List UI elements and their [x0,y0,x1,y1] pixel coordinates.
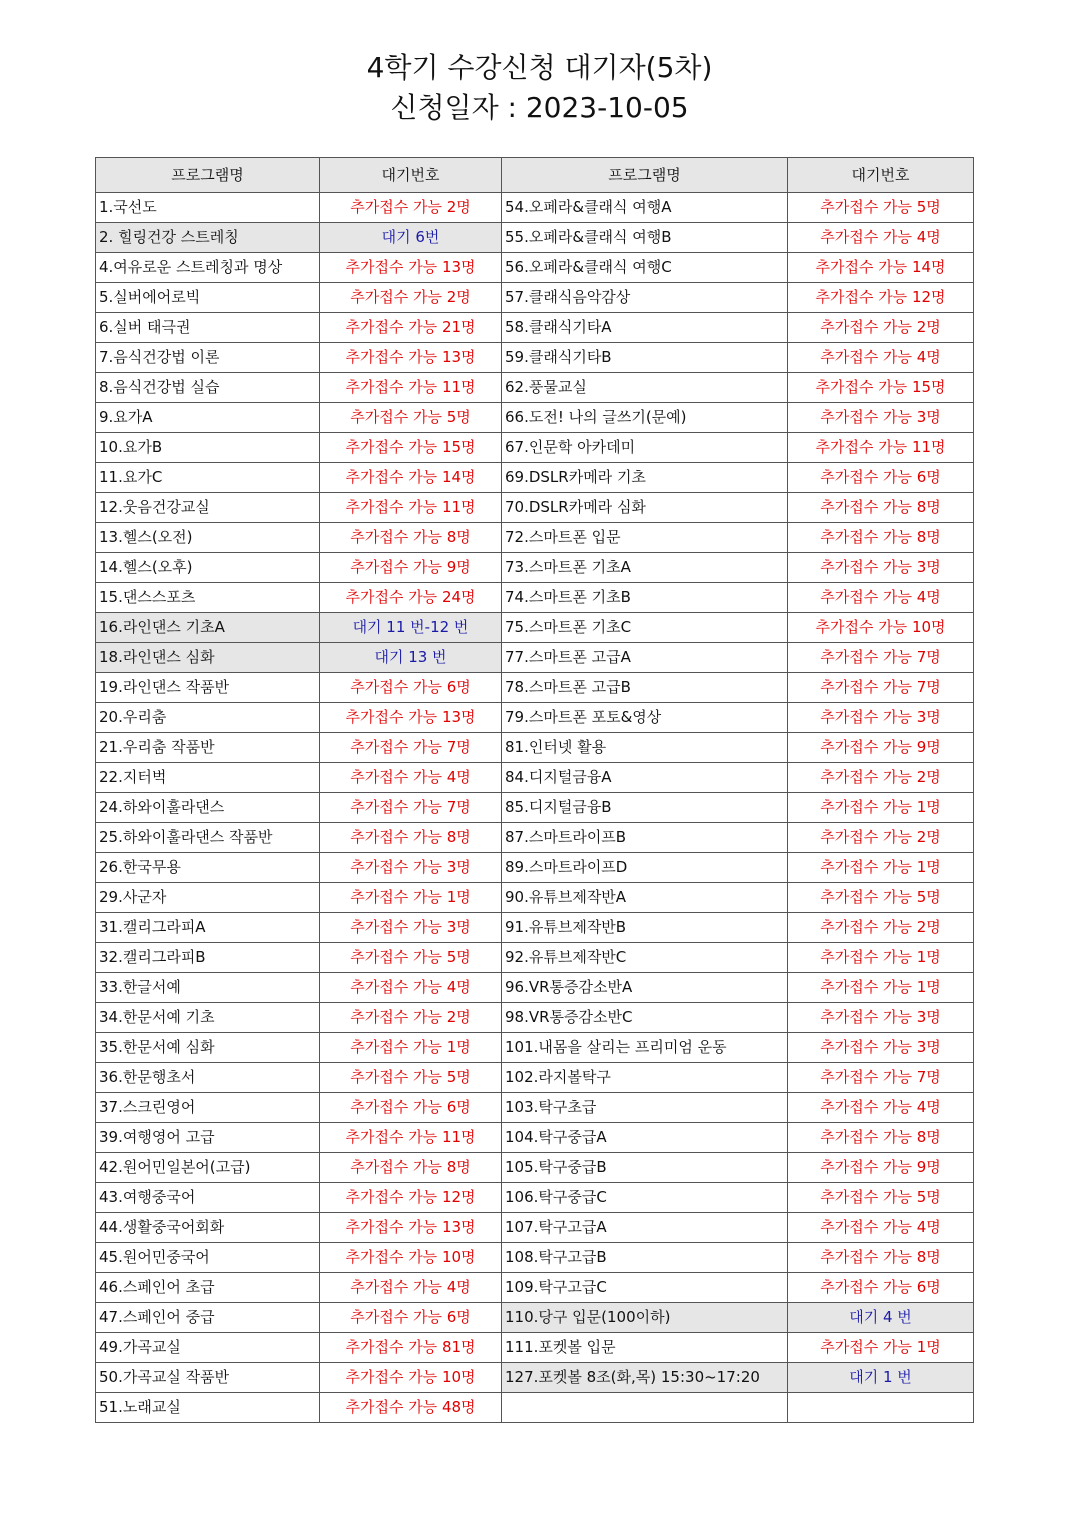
program-name-right: 74.스마트폰 기초B [502,583,788,613]
column-header-wait-right: 대기번호 [788,158,974,193]
table-row [96,853,974,883]
program-name-right: 102.라지볼탁구 [502,1063,788,1093]
program-name-left: 1.국선도 [96,193,320,223]
program-name-right: 87.스마트라이프B [502,823,788,853]
wait-status-left: 추가접수 가능 7명 [320,733,502,763]
program-name-right: 57.클래식음악감상 [502,283,788,313]
wait-status-right: 추가접수 가능 1명 [788,793,974,823]
program-name-left: 4.여유로운 스트레칭과 명상 [96,253,320,283]
program-name-left: 50.가곡교실 작품반 [96,1363,320,1393]
program-name-right: 108.탁구고급B [502,1243,788,1273]
wait-status-right: 추가접수 가능 8명 [788,1123,974,1153]
wait-status-left: 대기 6번 [320,223,502,253]
table-row [96,613,974,643]
program-name-left: 32.캘리그라피B [96,943,320,973]
program-name-right: 70.DSLR카메라 심화 [502,493,788,523]
wait-status-right: 추가접수 가능 6명 [788,463,974,493]
wait-status-right: 추가접수 가능 8명 [788,493,974,523]
program-name-left: 49.가곡교실 [96,1333,320,1363]
program-name-right: 78.스마트폰 고급B [502,673,788,703]
wait-status-left: 추가접수 가능 9명 [320,553,502,583]
program-name-left: 33.한글서예 [96,973,320,1003]
wait-status-left: 추가접수 가능 13명 [320,343,502,373]
program-name-left: 13.헬스(오전) [96,523,320,553]
column-header-wait-left: 대기번호 [320,158,502,193]
wait-status-left: 추가접수 가능 48명 [320,1393,502,1423]
wait-status-left: 추가접수 가능 5명 [320,403,502,433]
program-name-right: 111.포켓볼 입문 [502,1333,788,1363]
table-row [96,1363,974,1393]
table-row [96,283,974,313]
table-row [96,673,974,703]
program-name-left: 45.원어민중국어 [96,1243,320,1273]
wait-status-right: 추가접수 가능 9명 [788,1153,974,1183]
program-name-left: 20.우리춤 [96,703,320,733]
program-name-left: 34.한문서예 기초 [96,1003,320,1033]
table-row [96,373,974,403]
wait-status-right: 추가접수 가능 11명 [788,433,974,463]
page-title: 4학기 수강신청 대기자(5차) [366,51,713,84]
program-name-left: 8.음식건강법 실습 [96,373,320,403]
table-row [96,1393,974,1423]
table-row [96,343,974,373]
program-name-right: 58.클래식기타A [502,313,788,343]
table-row [96,1153,974,1183]
wait-status-right: 대기 4 번 [788,1303,974,1333]
wait-status-left: 추가접수 가능 3명 [320,853,502,883]
wait-status-left: 추가접수 가능 8명 [320,823,502,853]
table-row [96,733,974,763]
table-row [96,193,974,223]
program-name-left: 11.요가C [96,463,320,493]
wait-status-right: 추가접수 가능 7명 [788,643,974,673]
program-name-right: 84.디지털금융A [502,763,788,793]
program-name-right: 55.오페라&클래식 여행B [502,223,788,253]
program-name-left: 35.한문서예 심화 [96,1033,320,1063]
program-name-right: 96.VR통증감소반A [502,973,788,1003]
table-row [96,1243,974,1273]
program-name-right: 62.풍물교실 [502,373,788,403]
program-name-left: 25.하와이훌라댄스 작품반 [96,823,320,853]
program-name-right: 91.유튜브제작반B [502,913,788,943]
program-name-left: 5.실버에어로빅 [96,283,320,313]
program-name-right: 54.오페라&클래식 여행A [502,193,788,223]
table-row [96,553,974,583]
program-name-right: 127.포켓볼 8조(화,목) 15:30~17:20 [502,1363,788,1393]
program-name-right: 56.오페라&클래식 여행C [502,253,788,283]
table-row [96,313,974,343]
program-name-left: 22.지터벅 [96,763,320,793]
program-name-right: 92.유튜브제작반C [502,943,788,973]
program-name-left: 16.라인댄스 기초A [96,613,320,643]
program-name-left: 14.헬스(오후) [96,553,320,583]
program-name-right: 98.VR통증감소반C [502,1003,788,1033]
program-name-left: 37.스크린영어 [96,1093,320,1123]
wait-status-left: 추가접수 가능 4명 [320,973,502,1003]
wait-status-right: 추가접수 가능 2명 [788,823,974,853]
program-name-right: 81.인터넷 활용 [502,733,788,763]
wait-status-left: 추가접수 가능 2명 [320,193,502,223]
wait-status-right: 대기 1 번 [788,1363,974,1393]
program-name-right: 75.스마트폰 기초C [502,613,788,643]
wait-status-right: 추가접수 가능 5명 [788,883,974,913]
program-name-left: 12.웃음건강교실 [96,493,320,523]
wait-status-left: 대기 13 번 [320,643,502,673]
wait-status-left: 추가접수 가능 11명 [320,373,502,403]
program-name-left: 9.요가A [96,403,320,433]
wait-status-left: 추가접수 가능 10명 [320,1243,502,1273]
wait-status-left: 추가접수 가능 5명 [320,1063,502,1093]
table-row [96,943,974,973]
table-row [96,823,974,853]
program-name-left: 18.라인댄스 심화 [96,643,320,673]
program-name-left: 26.한국무용 [96,853,320,883]
wait-status-right: 추가접수 가능 4명 [788,583,974,613]
wait-status-right: 추가접수 가능 12명 [788,283,974,313]
wait-status-left: 추가접수 가능 3명 [320,913,502,943]
program-name-right: 67.인문학 아카데미 [502,433,788,463]
wait-status-left: 추가접수 가능 13명 [320,253,502,283]
program-name-right: 85.디지털금융B [502,793,788,823]
table-row [96,523,974,553]
program-name-left: 46.스페인어 초급 [96,1273,320,1303]
table-row [96,1183,974,1213]
wait-status-left: 추가접수 가능 21명 [320,313,502,343]
table-row [96,1063,974,1093]
table-header-row [96,158,974,193]
program-name-right: 110.당구 입문(100이하) [502,1303,788,1333]
wait-status-left: 추가접수 가능 11명 [320,493,502,523]
program-name-left: 39.여행영어 고급 [96,1123,320,1153]
wait-status-left: 추가접수 가능 13명 [320,703,502,733]
wait-status-right: 추가접수 가능 2명 [788,913,974,943]
program-name-left: 42.원어민일본어(고급) [96,1153,320,1183]
column-header-program-right: 프로그램명 [502,158,788,193]
program-name-left: 44.생활중국어회화 [96,1213,320,1243]
wait-status-left: 추가접수 가능 4명 [320,763,502,793]
table-row [96,763,974,793]
table-row [96,223,974,253]
wait-status-right: 추가접수 가능 6명 [788,1273,974,1303]
program-name-right [502,1393,788,1423]
program-name-left: 31.캘리그라피A [96,913,320,943]
wait-status-right: 추가접수 가능 15명 [788,373,974,403]
wait-status-left: 추가접수 가능 15명 [320,433,502,463]
wait-status-right: 추가접수 가능 8명 [788,523,974,553]
table-row [96,583,974,613]
wait-status-right: 추가접수 가능 1명 [788,1333,974,1363]
table-row [96,253,974,283]
program-name-left: 10.요가B [96,433,320,463]
wait-status-right: 추가접수 가능 4명 [788,223,974,253]
wait-status-right: 추가접수 가능 2명 [788,763,974,793]
program-name-right: 105.탁구중급B [502,1153,788,1183]
program-name-right: 103.탁구초급 [502,1093,788,1123]
application-date: 신청일자 : 2023-10-05 [390,91,689,124]
program-name-right: 106.탁구중급C [502,1183,788,1213]
table-row [96,793,974,823]
program-name-left: 29.사군자 [96,883,320,913]
table-row [96,973,974,1003]
wait-status-left: 추가접수 가능 7명 [320,793,502,823]
wait-status-right: 추가접수 가능 5명 [788,1183,974,1213]
wait-status-left: 추가접수 가능 24명 [320,583,502,613]
program-name-right: 101.내몸을 살리는 프리미엄 운동 [502,1033,788,1063]
wait-status-left: 추가접수 가능 13명 [320,1213,502,1243]
wait-status-right: 추가접수 가능 3명 [788,703,974,733]
program-name-right: 109.탁구고급C [502,1273,788,1303]
program-name-right: 77.스마트폰 고급A [502,643,788,673]
program-name-right: 104.탁구중급A [502,1123,788,1153]
wait-status-left: 추가접수 가능 2명 [320,1003,502,1033]
wait-status-right: 추가접수 가능 7명 [788,673,974,703]
program-name-left: 51.노래교실 [96,1393,320,1423]
wait-status-left: 추가접수 가능 5명 [320,943,502,973]
table-row [96,883,974,913]
program-name-left: 6.실버 태극권 [96,313,320,343]
wait-status-left: 추가접수 가능 10명 [320,1363,502,1393]
program-name-left: 47.스페인어 중급 [96,1303,320,1333]
wait-status-right: 추가접수 가능 3명 [788,403,974,433]
wait-status-left: 추가접수 가능 81명 [320,1333,502,1363]
wait-status-right [788,1393,974,1423]
program-name-left: 24.하와이훌라댄스 [96,793,320,823]
wait-status-right: 추가접수 가능 4명 [788,1213,974,1243]
program-name-right: 66.도전! 나의 글쓰기(문예) [502,403,788,433]
table-row [96,493,974,523]
program-name-left: 21.우리춤 작품반 [96,733,320,763]
wait-status-right: 추가접수 가능 8명 [788,1243,974,1273]
wait-status-left: 추가접수 가능 1명 [320,1033,502,1063]
wait-status-left: 대기 11 번-12 번 [320,613,502,643]
program-name-left: 19.라인댄스 작품반 [96,673,320,703]
column-header-program-left: 프로그램명 [96,158,320,193]
table-row [96,1033,974,1063]
wait-status-right: 추가접수 가능 3명 [788,553,974,583]
wait-status-right: 추가접수 가능 3명 [788,1033,974,1063]
table-row [96,403,974,433]
wait-status-left: 추가접수 가능 1명 [320,883,502,913]
program-name-right: 59.클래식기타B [502,343,788,373]
wait-status-right: 추가접수 가능 4명 [788,343,974,373]
program-name-left: 43.여행중국어 [96,1183,320,1213]
program-name-left: 2. 힐링건강 스트레칭 [96,223,320,253]
table-row [96,1093,974,1123]
program-name-right: 72.스마트폰 입문 [502,523,788,553]
program-name-left: 15.댄스스포츠 [96,583,320,613]
table-row [96,1273,974,1303]
table-row [96,643,974,673]
program-name-right: 89.스마트라이프D [502,853,788,883]
wait-status-left: 추가접수 가능 11명 [320,1123,502,1153]
program-name-right: 90.유튜브제작반A [502,883,788,913]
table-row [96,1213,974,1243]
wait-status-left: 추가접수 가능 8명 [320,1153,502,1183]
program-name-right: 79.스마트폰 포토&영상 [502,703,788,733]
table-row [96,703,974,733]
wait-status-right: 추가접수 가능 10명 [788,613,974,643]
program-name-left: 7.음식건강법 이론 [96,343,320,373]
table-row [96,1123,974,1153]
wait-status-right: 추가접수 가능 7명 [788,1063,974,1093]
wait-status-right: 추가접수 가능 4명 [788,1093,974,1123]
wait-status-right: 추가접수 가능 3명 [788,1003,974,1033]
program-name-right: 73.스마트폰 기초A [502,553,788,583]
wait-status-left: 추가접수 가능 6명 [320,1303,502,1333]
wait-status-right: 추가접수 가능 1명 [788,853,974,883]
wait-status-right: 추가접수 가능 1명 [788,973,974,1003]
table-row [96,433,974,463]
wait-status-right: 추가접수 가능 9명 [788,733,974,763]
table-row [96,913,974,943]
wait-status-left: 추가접수 가능 12명 [320,1183,502,1213]
program-name-right: 107.탁구고급A [502,1213,788,1243]
wait-status-left: 추가접수 가능 14명 [320,463,502,493]
wait-status-left: 추가접수 가능 6명 [320,1093,502,1123]
wait-status-left: 추가접수 가능 6명 [320,673,502,703]
waitlist-table [95,157,974,1423]
wait-status-right: 추가접수 가능 1명 [788,943,974,973]
wait-status-left: 추가접수 가능 8명 [320,523,502,553]
program-name-left: 36.한문행초서 [96,1063,320,1093]
wait-status-right: 추가접수 가능 2명 [788,313,974,343]
program-name-right: 69.DSLR카메라 기초 [502,463,788,493]
table-row [96,463,974,493]
table-row [96,1003,974,1033]
wait-status-left: 추가접수 가능 4명 [320,1273,502,1303]
wait-status-right: 추가접수 가능 14명 [788,253,974,283]
wait-status-right: 추가접수 가능 5명 [788,193,974,223]
wait-status-left: 추가접수 가능 2명 [320,283,502,313]
table-row [96,1333,974,1363]
table-row [96,1303,974,1333]
